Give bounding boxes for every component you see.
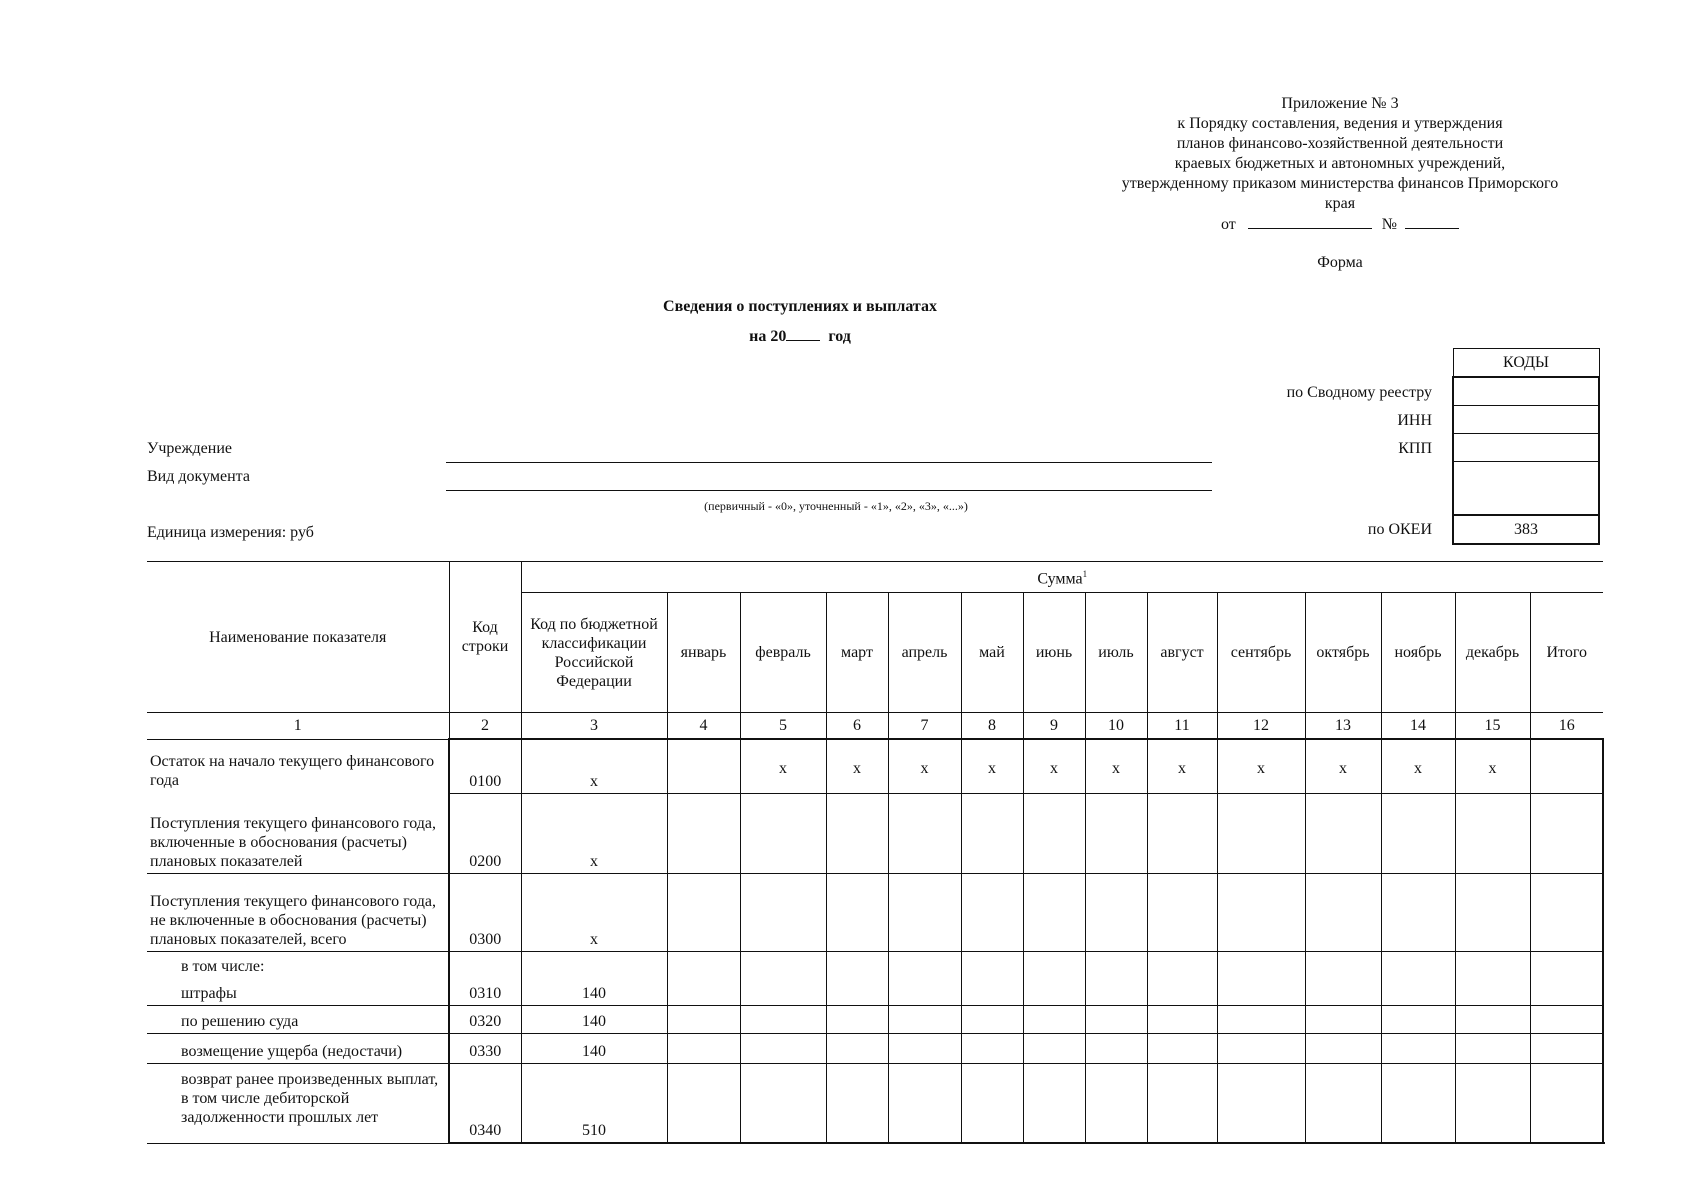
value-cell[interactable] <box>1023 793 1085 873</box>
value-cell[interactable] <box>1023 1005 1085 1033</box>
header-sum-footnote: 1 <box>1082 569 1088 580</box>
year-suffix: год <box>828 328 851 345</box>
document-year <box>600 326 1000 346</box>
value-cell[interactable] <box>961 1005 1023 1033</box>
value-cell[interactable] <box>1455 793 1530 873</box>
date-blank[interactable] <box>1248 214 1372 229</box>
row-bk-code: 510 <box>521 1063 667 1143</box>
value-cell[interactable] <box>961 873 1023 951</box>
value-cell[interactable] <box>667 1033 740 1063</box>
header-month: июнь <box>1023 593 1085 713</box>
x-mark: x <box>740 739 826 793</box>
value-cell[interactable] <box>961 1063 1023 1143</box>
row-code: 0340 <box>449 1063 521 1143</box>
col-number: 12 <box>1217 713 1305 740</box>
value-cell[interactable] <box>888 1005 961 1033</box>
value-cell[interactable] <box>1085 1033 1147 1063</box>
value-cell[interactable] <box>1381 1033 1455 1063</box>
value-cell[interactable] <box>740 1005 826 1033</box>
value-cell-total[interactable] <box>1530 739 1603 793</box>
value-cell[interactable] <box>667 739 740 793</box>
inn-label: ИНН <box>1397 412 1432 429</box>
value-cell[interactable] <box>1305 1005 1381 1033</box>
x-mark: x <box>1381 739 1455 793</box>
codes-box <box>1452 348 1600 545</box>
row-bk-code: x <box>521 739 667 793</box>
col-number: 3 <box>521 713 667 740</box>
header-total: Итого <box>1530 593 1603 713</box>
value-cell[interactable] <box>1530 951 1603 1005</box>
value-cell[interactable] <box>1147 1033 1217 1063</box>
value-cell[interactable] <box>826 951 888 1005</box>
header-month: февраль <box>740 593 826 713</box>
table-row <box>147 1063 1603 1143</box>
value-cell[interactable] <box>1381 793 1455 873</box>
col-number: 2 <box>449 713 521 740</box>
okei-code-cell[interactable]: 383 <box>1453 515 1599 544</box>
x-mark: x <box>826 739 888 793</box>
value-cell[interactable] <box>1217 1033 1305 1063</box>
value-cell[interactable] <box>1147 1063 1217 1143</box>
header-month: январь <box>667 593 740 713</box>
col-number: 5 <box>740 713 826 740</box>
value-cell[interactable] <box>1530 1033 1603 1063</box>
appendix-line: края <box>1324 195 1356 212</box>
kpp-label: КПП <box>1398 440 1432 457</box>
value-cell[interactable] <box>1455 1033 1530 1063</box>
number-label: № <box>1381 216 1398 233</box>
value-cell[interactable] <box>740 1063 826 1143</box>
table-row <box>147 873 1603 951</box>
value-cell[interactable] <box>1023 873 1085 951</box>
value-cell[interactable] <box>961 793 1023 873</box>
x-mark: x <box>1023 739 1085 793</box>
col-number: 15 <box>1455 713 1530 740</box>
value-cell[interactable] <box>1455 1063 1530 1143</box>
kpp-code-cell[interactable] <box>1453 434 1599 462</box>
row-code: 0330 <box>449 1033 521 1063</box>
doc-type-hint: (первичный - «0», уточненный - «1», «2», «3», «...») <box>704 499 968 513</box>
row-code: 0310 <box>449 951 521 1005</box>
row-code: 0320 <box>449 1005 521 1033</box>
column-numbers-row <box>147 713 1603 740</box>
institution-field[interactable] <box>446 462 1212 463</box>
value-cell[interactable] <box>1381 1063 1455 1143</box>
col-number: 14 <box>1381 713 1455 740</box>
codes-header: КОДЫ <box>1453 349 1599 378</box>
row-subheading: в том числе: <box>181 957 265 975</box>
row-code: 0200 <box>449 793 521 873</box>
row-name: возмещение ущерба (недостачи) <box>147 1033 449 1063</box>
value-cell[interactable] <box>1381 873 1455 951</box>
row-bk-code: 140 <box>521 951 667 1005</box>
value-cell[interactable] <box>1530 1063 1603 1143</box>
doc-type-code-cell[interactable] <box>1453 462 1599 516</box>
row-name-group <box>147 951 449 1005</box>
value-cell[interactable] <box>888 793 961 873</box>
value-cell[interactable] <box>1085 1063 1147 1143</box>
value-cell[interactable] <box>1217 1063 1305 1143</box>
value-cell[interactable] <box>1530 873 1603 951</box>
value-cell[interactable] <box>826 1063 888 1143</box>
value-cell[interactable] <box>1085 793 1147 873</box>
col-number: 13 <box>1305 713 1381 740</box>
value-cell[interactable] <box>1023 1033 1085 1063</box>
x-mark: x <box>1455 739 1530 793</box>
value-cell[interactable] <box>826 1033 888 1063</box>
okei-label: по ОКЕИ <box>1367 521 1432 538</box>
row-bk-code: 140 <box>521 1033 667 1063</box>
value-cell[interactable] <box>1147 1005 1217 1033</box>
value-cell[interactable] <box>740 793 826 873</box>
value-cell[interactable] <box>1217 1005 1305 1033</box>
header-month: апрель <box>888 593 961 713</box>
col-number: 4 <box>667 713 740 740</box>
value-cell[interactable] <box>1023 1063 1085 1143</box>
value-cell[interactable] <box>1381 951 1455 1005</box>
col-number: 11 <box>1147 713 1217 740</box>
x-mark: x <box>961 739 1023 793</box>
value-cell[interactable] <box>1217 951 1305 1005</box>
header-bk-code: Код по бюджетной классификации Российской Федерации <box>521 593 667 713</box>
institution-label: Учреждение <box>147 440 232 457</box>
header-month: ноябрь <box>1381 593 1455 713</box>
document-title: Сведения о поступлениях и выплатах <box>663 298 937 315</box>
x-mark: x <box>1085 739 1147 793</box>
value-cell[interactable] <box>961 1033 1023 1063</box>
value-cell[interactable] <box>1147 793 1217 873</box>
value-cell[interactable] <box>961 951 1023 1005</box>
from-label: от <box>1220 216 1236 233</box>
row-bk-code: x <box>521 873 667 951</box>
appendix-line: к Порядку составления, ведения и утверждения <box>1177 115 1503 132</box>
header-month: сентябрь <box>1217 593 1305 713</box>
row-code: 0300 <box>449 873 521 951</box>
value-cell[interactable] <box>1023 951 1085 1005</box>
svod-label: по Сводному реестру <box>1286 384 1432 401</box>
table-row <box>147 739 1603 793</box>
header-month: май <box>961 593 1023 713</box>
doc-type-field[interactable] <box>446 490 1212 491</box>
row-bk-code: x <box>521 793 667 873</box>
appendix-line: планов финансово-хозяйственной деятельности <box>1176 135 1504 152</box>
main-table <box>147 561 1604 1144</box>
svod-code-cell[interactable] <box>1453 377 1599 406</box>
row-name: возврат ранее произведенных выплат, в том числе дебиторской задолженности прошлых лет <box>147 1063 449 1143</box>
row-name: Поступления текущего финансового года, включенные в обоснования (расчеты) плановых показателей <box>147 793 449 873</box>
value-cell[interactable] <box>888 1063 961 1143</box>
col-number: 8 <box>961 713 1023 740</box>
value-cell[interactable] <box>667 1005 740 1033</box>
col-number: 1 <box>147 713 449 740</box>
inn-code-cell[interactable] <box>1453 406 1599 434</box>
appendix-date-line <box>1060 214 1620 235</box>
header-month: декабрь <box>1455 593 1530 713</box>
value-cell[interactable] <box>1305 873 1381 951</box>
table-row <box>147 1033 1603 1063</box>
year-prefix: на 20 <box>749 328 787 345</box>
x-mark: x <box>1217 739 1305 793</box>
value-cell[interactable] <box>667 951 740 1005</box>
header-month: март <box>826 593 888 713</box>
appendix-block <box>1060 94 1620 235</box>
value-cell[interactable] <box>1530 793 1603 873</box>
number-blank[interactable] <box>1405 214 1459 229</box>
value-cell[interactable] <box>740 1033 826 1063</box>
value-cell[interactable] <box>1085 873 1147 951</box>
x-mark: x <box>1305 739 1381 793</box>
value-cell[interactable] <box>1085 951 1147 1005</box>
row-name: по решению суда <box>147 1005 449 1033</box>
value-cell[interactable] <box>667 873 740 951</box>
form-label: Форма <box>1317 254 1363 271</box>
value-cell[interactable] <box>667 793 740 873</box>
value-cell[interactable] <box>740 873 826 951</box>
doc-type-label: Вид документа <box>147 468 250 485</box>
header-sum-label: Сумма <box>1037 570 1083 588</box>
value-cell[interactable] <box>826 873 888 951</box>
value-cell[interactable] <box>740 951 826 1005</box>
value-cell[interactable] <box>1455 873 1530 951</box>
value-cell[interactable] <box>1147 873 1217 951</box>
value-cell[interactable] <box>1455 1005 1530 1033</box>
appendix-line: краевых бюджетных и автономных учреждений, <box>1174 155 1506 172</box>
row-name: штрафы <box>181 984 237 1002</box>
header-name: Наименование показателя <box>147 562 449 713</box>
table-row <box>147 951 1603 1005</box>
value-cell[interactable] <box>1530 1005 1603 1033</box>
value-cell[interactable] <box>826 793 888 873</box>
value-cell[interactable] <box>1217 793 1305 873</box>
value-cell[interactable] <box>888 873 961 951</box>
table-row <box>147 1005 1603 1033</box>
header-row-code: Код строки <box>449 562 521 713</box>
unit-label: Единица измерения: руб <box>147 524 314 541</box>
col-number: 16 <box>1530 713 1603 740</box>
value-cell[interactable] <box>888 951 961 1005</box>
appendix-line: утвержденному приказом министерства финансов Приморского <box>1121 175 1559 192</box>
value-cell[interactable] <box>1305 1063 1381 1143</box>
value-cell[interactable] <box>826 1005 888 1033</box>
value-cell[interactable] <box>1305 793 1381 873</box>
value-cell[interactable] <box>667 1063 740 1143</box>
col-number: 9 <box>1023 713 1085 740</box>
header-sum <box>521 562 1603 593</box>
value-cell[interactable] <box>1305 951 1381 1005</box>
col-number: 6 <box>826 713 888 740</box>
x-mark: x <box>1147 739 1217 793</box>
x-mark: x <box>888 739 961 793</box>
value-cell[interactable] <box>888 1033 961 1063</box>
year-blank[interactable] <box>786 326 820 341</box>
row-name: Остаток на начало текущего финансового года <box>150 752 435 789</box>
header-month: июль <box>1085 593 1147 713</box>
header-month: август <box>1147 593 1217 713</box>
value-cell[interactable] <box>1217 873 1305 951</box>
value-cell[interactable] <box>1147 951 1217 1005</box>
header-month: октябрь <box>1305 593 1381 713</box>
appendix-line: Приложение № 3 <box>1281 95 1399 112</box>
value-cell[interactable] <box>1455 951 1530 1005</box>
row-name: Поступления текущего финансового года, не включенные в обоснования (расчеты) плановых показателей, всего <box>147 873 449 951</box>
col-number: 7 <box>888 713 961 740</box>
col-number: 10 <box>1085 713 1147 740</box>
value-cell[interactable] <box>1305 1033 1381 1063</box>
value-cell[interactable] <box>1085 1005 1147 1033</box>
table-row <box>147 793 1603 873</box>
row-code: 0100 <box>449 739 521 793</box>
value-cell[interactable] <box>1381 1005 1455 1033</box>
row-bk-code: 140 <box>521 1005 667 1033</box>
